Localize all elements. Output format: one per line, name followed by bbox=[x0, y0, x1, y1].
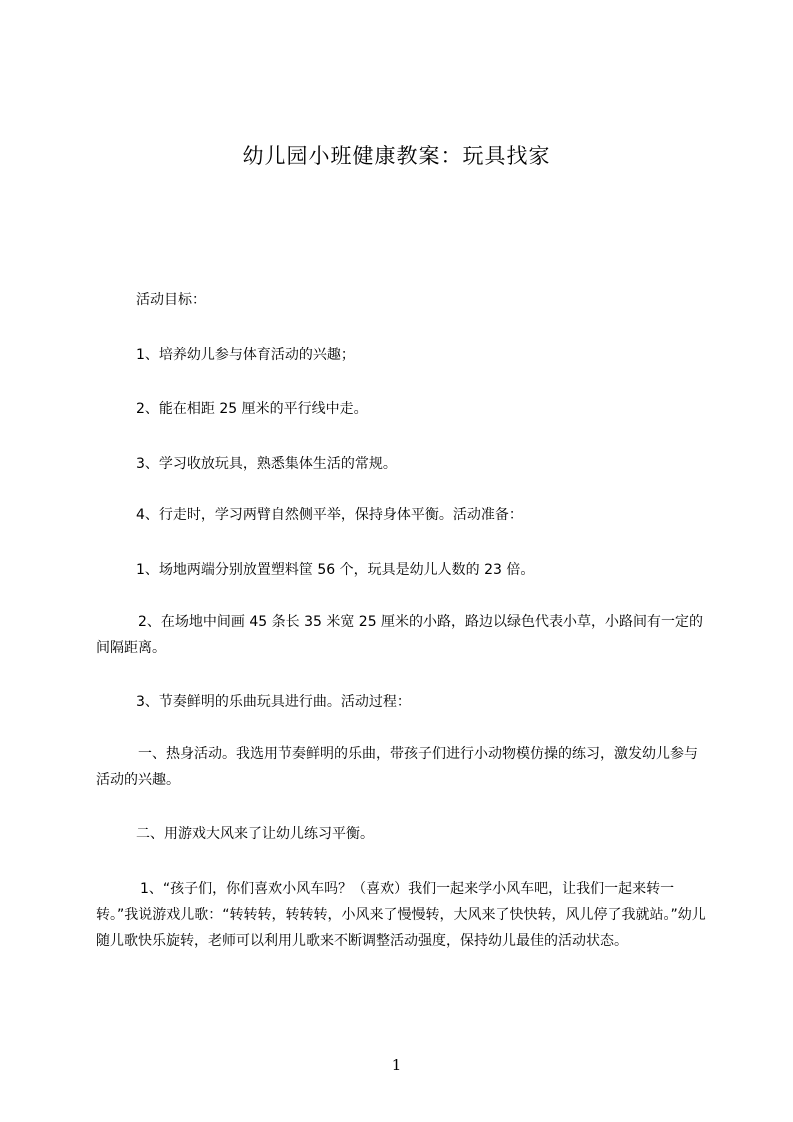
paragraph-process-1: 一、热身活动。我选用节奏鲜明的乐曲，带孩子们进行小动物模仿操的练习，激发幼儿参与活动的兴趣。 bbox=[96, 746, 698, 788]
paragraph-process-2-1: 1、“孩子们，你们喜欢小风车吗？（喜欢）我们一起来学小风车吧，让我们一起来转一转。”我说游戏儿歌：“转转转，转转转，小风来了慢慢转，大风来了快快转，风儿停了我就站。”幼儿随儿歌快乐旋转，老师可以利用儿歌来不断调整活动强度，保持幼儿最佳的活动状态。 bbox=[96, 881, 706, 949]
paragraph-objective-3: 3、学习收放玩具，熟悉集体生活的常规。 bbox=[136, 456, 397, 472]
paragraph-objective-1: 1、培养幼儿参与体育活动的兴趣； bbox=[136, 347, 355, 363]
paragraph-objectives-heading: 活动目标： bbox=[136, 292, 206, 308]
paragraph-process-2: 二、用游戏大风来了让幼儿练习平衡。 bbox=[136, 826, 374, 842]
paragraph-preparation-3: 3、节奏鲜明的乐曲玩具进行曲。活动过程： bbox=[136, 694, 411, 710]
page-title: 幼儿园小班健康教案：玩具找家 bbox=[242, 144, 551, 168]
page-number: 1 bbox=[391, 1056, 402, 1074]
paragraph-preparation-1: 1、场地两端分别放置塑料筐 56 个，玩具是幼儿人数的 23 倍。 bbox=[136, 562, 535, 578]
paragraph-objective-2: 2、能在相距 25 厘米的平行线中走。 bbox=[136, 401, 368, 417]
paragraph-objective-4: 4、行走时，学习两臂自然侧平举，保持身体平衡。活动准备： bbox=[136, 507, 523, 523]
paragraph-preparation-2: 2、在场地中间画 45 条长 35 米宽 25 厘米的小路，路边以绿色代表小草，小路间有一定的间隔距离。 bbox=[96, 614, 704, 656]
